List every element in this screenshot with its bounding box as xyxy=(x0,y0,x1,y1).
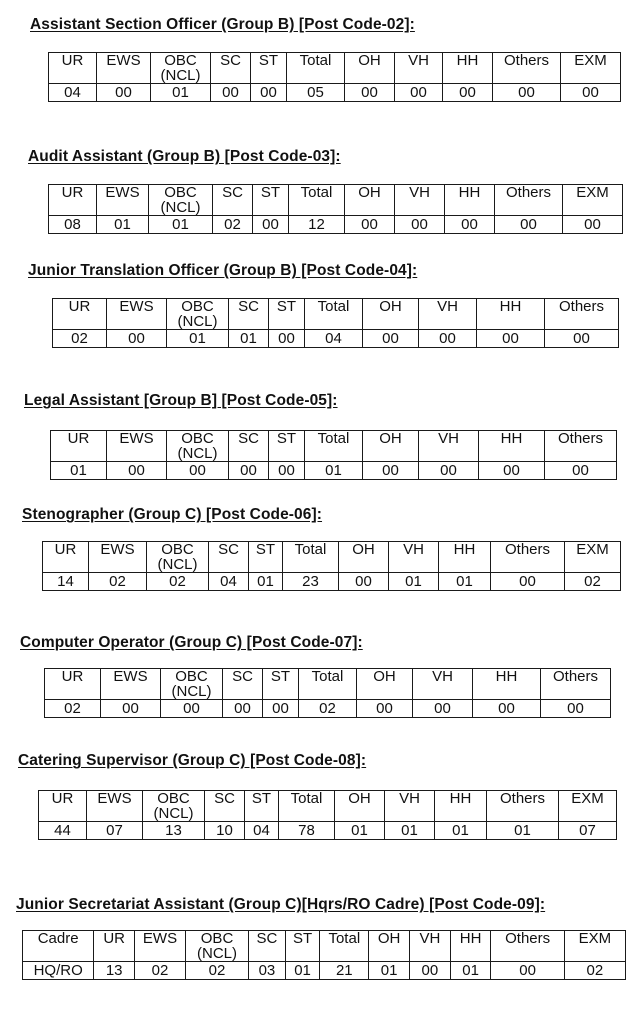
cell-hh: 00 xyxy=(473,700,541,718)
obc-label-line: OBC xyxy=(164,52,197,69)
col-obc xyxy=(185,931,248,962)
header-row xyxy=(43,542,621,573)
cell-st: 00 xyxy=(253,216,289,234)
post-title: Catering Supervisor (Group C) [Post Code-08]: xyxy=(18,752,367,769)
cell-exm: 00 xyxy=(563,216,623,234)
cell-total: 01 xyxy=(305,462,363,480)
col-sc: SC xyxy=(229,431,269,462)
col-vh: VH xyxy=(413,669,473,700)
cell-ews: 07 xyxy=(87,822,143,840)
col-sc: SC xyxy=(209,542,249,573)
col-total: Total xyxy=(279,791,335,822)
col-obc xyxy=(143,791,205,822)
col-ur: UR xyxy=(49,185,97,216)
col-vh: VH xyxy=(389,542,439,573)
col-st: ST xyxy=(269,431,305,462)
col-vh: VH xyxy=(385,791,435,822)
vacancy-table xyxy=(48,184,623,234)
col-obc xyxy=(147,542,209,573)
cell-ews: 00 xyxy=(107,330,167,348)
cell-sc: 00 xyxy=(223,700,263,718)
ncl-label-line: (NCL) xyxy=(160,67,201,84)
col-ews: EWS xyxy=(97,185,149,216)
cell-ews: 02 xyxy=(89,573,147,591)
col-others: Others xyxy=(545,299,619,330)
post-title: Legal Assistant [Group B] [Post Code-05]: xyxy=(24,392,338,409)
col-st: ST xyxy=(253,185,289,216)
col-exm: EXM xyxy=(565,542,621,573)
post-title: Stenographer (Group C) [Post Code-06]: xyxy=(22,506,323,523)
col-total: Total xyxy=(289,185,345,216)
cell-sc: 01 xyxy=(229,330,269,348)
col-ur: UR xyxy=(53,299,107,330)
cell-others: 01 xyxy=(487,822,559,840)
col-others: Others xyxy=(487,791,559,822)
col-sc: SC xyxy=(223,669,263,700)
post-title: Assistant Section Officer (Group B) [Post Code-02]: xyxy=(30,16,415,33)
cell-hh: 00 xyxy=(443,84,493,102)
table-row xyxy=(39,822,617,840)
cell-ews: 00 xyxy=(97,84,151,102)
col-vh: VH xyxy=(395,185,445,216)
header-row xyxy=(23,931,626,962)
col-oh: OH xyxy=(345,53,395,84)
cell-exm: 02 xyxy=(564,962,625,980)
obc-label-line: OBC xyxy=(161,541,194,558)
table-row xyxy=(43,573,621,591)
post-title: Audit Assistant (Group B) [Post Code-03]: xyxy=(28,148,341,165)
col-ews: EWS xyxy=(107,431,167,462)
obc-label-line: OBC xyxy=(164,184,197,201)
col-st: ST xyxy=(269,299,305,330)
col-others: Others xyxy=(545,431,617,462)
cell-total: 21 xyxy=(320,962,369,980)
col-obc xyxy=(149,185,213,216)
cell-hh: 00 xyxy=(445,216,495,234)
cell-ur: 08 xyxy=(49,216,97,234)
col-exm: EXM xyxy=(559,791,617,822)
cell-hh: 01 xyxy=(439,573,491,591)
col-hh: HH xyxy=(445,185,495,216)
cell-ur: 01 xyxy=(51,462,107,480)
cell-obc: 01 xyxy=(149,216,213,234)
col-others: Others xyxy=(493,53,561,84)
col-sc: SC xyxy=(205,791,245,822)
post-title: Junior Translation Officer (Group B) [Post Code-04]: xyxy=(28,262,418,279)
cell-total: 04 xyxy=(305,330,363,348)
col-others: Others xyxy=(491,931,564,962)
post-title: Junior Secretariat Assistant (Group C)[Hqrs/RO Cadre) [Post Code-09]: xyxy=(16,896,546,913)
vacancy-table xyxy=(44,668,611,718)
col-exm: EXM xyxy=(563,185,623,216)
cell-oh: 01 xyxy=(335,822,385,840)
cell-hh: 01 xyxy=(435,822,487,840)
cell-ur: 44 xyxy=(39,822,87,840)
obc-label-line: OBC xyxy=(181,298,214,315)
col-others: Others xyxy=(495,185,563,216)
header-row xyxy=(53,299,619,330)
table-row xyxy=(49,84,621,102)
ncl-label-line: (NCL) xyxy=(177,313,218,330)
obc-label-line: OBC xyxy=(175,668,208,685)
cell-vh: 00 xyxy=(419,462,479,480)
cell-st: 04 xyxy=(245,822,279,840)
col-oh: OH xyxy=(369,931,410,962)
cell-st: 01 xyxy=(249,573,283,591)
col-hh: HH xyxy=(479,431,545,462)
col-oh: OH xyxy=(363,299,419,330)
cell-st: 00 xyxy=(269,330,305,348)
col-hh: HH xyxy=(450,931,491,962)
col-oh: OH xyxy=(339,542,389,573)
col-total: Total xyxy=(305,299,363,330)
cell-obc: 02 xyxy=(185,962,248,980)
cell-others: 00 xyxy=(545,330,619,348)
cell-obc: 01 xyxy=(167,330,229,348)
cell-sc: 04 xyxy=(209,573,249,591)
vacancy-table xyxy=(50,430,617,480)
col-sc: SC xyxy=(213,185,253,216)
obc-label-line: OBC xyxy=(157,790,190,807)
col-obc xyxy=(161,669,223,700)
cell-ur: 02 xyxy=(53,330,107,348)
post-title: Computer Operator (Group C) [Post Code-07]: xyxy=(20,634,363,651)
col-ews: EWS xyxy=(97,53,151,84)
cell-hh: 01 xyxy=(450,962,491,980)
ncl-label-line: (NCL) xyxy=(153,805,194,822)
cell-ur: 14 xyxy=(43,573,89,591)
cell-ur: 02 xyxy=(45,700,101,718)
ncl-label-line: (NCL) xyxy=(171,683,212,700)
col-ur: UR xyxy=(45,669,101,700)
cell-hh: 00 xyxy=(479,462,545,480)
col-hh: HH xyxy=(439,542,491,573)
col-st: ST xyxy=(263,669,299,700)
col-total: Total xyxy=(283,542,339,573)
col-oh: OH xyxy=(357,669,413,700)
vacancy-table xyxy=(42,541,621,591)
col-obc xyxy=(151,53,211,84)
cell-obc: 00 xyxy=(167,462,229,480)
cell-ews: 02 xyxy=(135,962,186,980)
cell-oh: 00 xyxy=(345,84,395,102)
table-row xyxy=(53,330,619,348)
col-total: Total xyxy=(320,931,369,962)
cell-sc: 02 xyxy=(213,216,253,234)
col-ur: UR xyxy=(94,931,135,962)
col-sc: SC xyxy=(211,53,251,84)
cell-ews: 01 xyxy=(97,216,149,234)
ncl-label-line: (NCL) xyxy=(197,945,238,962)
col-ur: UR xyxy=(39,791,87,822)
cell-vh: 01 xyxy=(385,822,435,840)
col-hh: HH xyxy=(435,791,487,822)
cell-vh: 00 xyxy=(413,700,473,718)
col-others: Others xyxy=(491,542,565,573)
cell-total: 12 xyxy=(289,216,345,234)
cell-ur: 04 xyxy=(49,84,97,102)
col-st: ST xyxy=(285,931,320,962)
ncl-label-line: (NCL) xyxy=(157,556,198,573)
header-row xyxy=(49,185,623,216)
table-row xyxy=(49,216,623,234)
cell-sc: 00 xyxy=(211,84,251,102)
cell-obc: 00 xyxy=(161,700,223,718)
cell-vh: 00 xyxy=(419,330,477,348)
cell-st: 01 xyxy=(285,962,320,980)
cell-oh: 00 xyxy=(363,330,419,348)
col-ur: UR xyxy=(49,53,97,84)
cell-others: 00 xyxy=(545,462,617,480)
vacancy-table xyxy=(22,930,626,980)
col-st: ST xyxy=(251,53,287,84)
header-row xyxy=(39,791,617,822)
cell-obc: 13 xyxy=(143,822,205,840)
obc-label-line: OBC xyxy=(181,430,214,447)
cell-exm: 00 xyxy=(561,84,621,102)
table-row xyxy=(45,700,611,718)
cell-obc: 01 xyxy=(151,84,211,102)
cell-oh: 00 xyxy=(345,216,395,234)
col-sc: SC xyxy=(249,931,286,962)
cell-total: 78 xyxy=(279,822,335,840)
cell-st: 00 xyxy=(251,84,287,102)
col-ews: EWS xyxy=(89,542,147,573)
cell-hh: 00 xyxy=(477,330,545,348)
col-obc xyxy=(167,431,229,462)
col-hh: HH xyxy=(473,669,541,700)
cell-oh: 00 xyxy=(339,573,389,591)
col-exm: EXM xyxy=(561,53,621,84)
col-hh: HH xyxy=(443,53,493,84)
col-obc xyxy=(167,299,229,330)
cell-total: 23 xyxy=(283,573,339,591)
cell-sc: 03 xyxy=(249,962,286,980)
col-exm: EXM xyxy=(564,931,625,962)
cell-st: 00 xyxy=(263,700,299,718)
cell-oh: 00 xyxy=(357,700,413,718)
col-total: Total xyxy=(299,669,357,700)
col-oh: OH xyxy=(345,185,395,216)
cell-exm: 02 xyxy=(565,573,621,591)
header-row xyxy=(45,669,611,700)
cell-vh: 00 xyxy=(410,962,451,980)
cell-others: 00 xyxy=(495,216,563,234)
col-ews: EWS xyxy=(101,669,161,700)
cell-obc: 02 xyxy=(147,573,209,591)
cell-others: 00 xyxy=(491,573,565,591)
col-ews: EWS xyxy=(135,931,186,962)
cell-ews: 00 xyxy=(101,700,161,718)
col-total: Total xyxy=(305,431,363,462)
cell-total: 05 xyxy=(287,84,345,102)
cell-vh: 00 xyxy=(395,84,443,102)
col-ews: EWS xyxy=(107,299,167,330)
cell-sc: 00 xyxy=(229,462,269,480)
cell-oh: 01 xyxy=(369,962,410,980)
col-oh: OH xyxy=(335,791,385,822)
header-row xyxy=(51,431,617,462)
cell-cadre: HQ/RO xyxy=(23,962,94,980)
table-row xyxy=(51,462,617,480)
cell-others: 00 xyxy=(493,84,561,102)
col-ur: UR xyxy=(51,431,107,462)
cell-oh: 00 xyxy=(363,462,419,480)
ncl-label-line: (NCL) xyxy=(177,445,218,462)
col-st: ST xyxy=(249,542,283,573)
col-vh: VH xyxy=(419,299,477,330)
col-cadre: Cadre xyxy=(23,931,94,962)
header-row xyxy=(49,53,621,84)
cell-vh: 01 xyxy=(389,573,439,591)
col-hh: HH xyxy=(477,299,545,330)
cell-others: 00 xyxy=(491,962,564,980)
col-vh: VH xyxy=(395,53,443,84)
col-vh: VH xyxy=(419,431,479,462)
col-others: Others xyxy=(541,669,611,700)
cell-ews: 00 xyxy=(107,462,167,480)
vacancy-table xyxy=(48,52,621,102)
ncl-label-line: (NCL) xyxy=(160,199,201,216)
vacancy-table xyxy=(38,790,617,840)
vacancy-table xyxy=(52,298,619,348)
cell-ur: 13 xyxy=(94,962,135,980)
cell-others: 00 xyxy=(541,700,611,718)
obc-label-line: OBC xyxy=(200,930,234,947)
cell-sc: 10 xyxy=(205,822,245,840)
col-ews: EWS xyxy=(87,791,143,822)
col-sc: SC xyxy=(229,299,269,330)
col-vh: VH xyxy=(410,931,451,962)
cell-total: 02 xyxy=(299,700,357,718)
cell-exm: 07 xyxy=(559,822,617,840)
col-st: ST xyxy=(245,791,279,822)
cell-vh: 00 xyxy=(395,216,445,234)
cell-st: 00 xyxy=(269,462,305,480)
col-total: Total xyxy=(287,53,345,84)
col-ur: UR xyxy=(43,542,89,573)
col-oh: OH xyxy=(363,431,419,462)
table-row xyxy=(23,962,626,980)
